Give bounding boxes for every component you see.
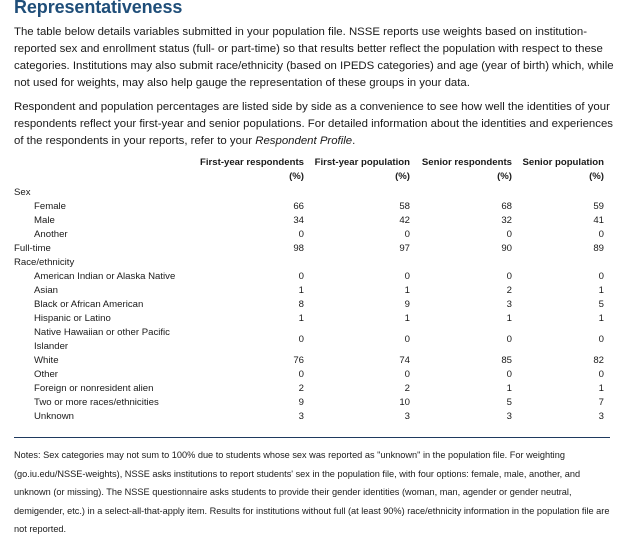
table-cell: 7	[598, 397, 604, 408]
table-cell: 32	[501, 215, 512, 226]
table-cell: 82	[593, 355, 604, 366]
divider	[14, 437, 610, 438]
table-cell: 0	[298, 334, 304, 345]
table-cell: 0	[506, 334, 512, 345]
table-cell: 10	[399, 397, 410, 408]
table-row	[14, 242, 610, 256]
table-row	[14, 228, 610, 242]
table-row	[14, 396, 610, 410]
table-cell: 58	[399, 201, 410, 212]
table-cell: 1	[404, 285, 410, 296]
header-unit: (%)	[395, 171, 410, 182]
table-cell: 41	[593, 215, 604, 226]
row-label: Unknown	[34, 411, 74, 422]
table-cell: 90	[501, 243, 512, 254]
respondent-profile-reference: Respondent Profile	[255, 135, 353, 147]
header-label: Senior population	[522, 157, 604, 168]
table-cell: 76	[293, 355, 304, 366]
header-unit: (%)	[289, 171, 304, 182]
row-label: American Indian or Alaska Native	[34, 271, 176, 282]
table-cell: 42	[399, 215, 410, 226]
table-cell: 0	[298, 229, 304, 240]
table-cell: 0	[506, 271, 512, 282]
table-row	[14, 284, 610, 298]
row-label: Female	[34, 201, 66, 212]
table-row	[14, 214, 610, 228]
table-row	[14, 312, 610, 326]
table-cell: 0	[598, 229, 604, 240]
header-label: Senior respondents	[421, 157, 512, 168]
table-cell: 3	[598, 411, 604, 422]
table-cell: 0	[404, 229, 410, 240]
table-cell: 74	[399, 355, 410, 366]
table-cell: 9	[404, 299, 410, 310]
row-label: Foreign or nonresident alien	[34, 383, 154, 394]
table-row	[14, 256, 610, 270]
row-label: Male	[34, 215, 55, 226]
table-cell: 2	[298, 383, 304, 394]
table-cell: 1	[298, 285, 304, 296]
table-cell: 34	[293, 215, 304, 226]
table-row	[14, 368, 610, 382]
table-cell: 5	[506, 397, 512, 408]
header-first-year-population	[304, 156, 410, 184]
table-row	[14, 382, 610, 396]
table-cell: 3	[506, 299, 512, 310]
table-cell: 3	[404, 411, 410, 422]
notes: Notes: Sex categories may not sum to 100% due to students whose sex was reported as "unknown" in the population file. For weighting (go.iu.edu/NSSE-weights), NSSE asks institutions to report students' sex in the population file, with four options: female, male, another, and unknown (or missing). The NSSE questionnaire asks students to provide their gender identities (woman, man, agender or gender neutral, demigender, etc.) in a select-all-that-apply item. Results for institutions without full (at least 90%) race/ethnicity information in the population file are not reported.	[14, 450, 610, 534]
page-title: Representativeness	[14, 0, 183, 17]
table-cell: 0	[298, 271, 304, 282]
table-cell: 85	[501, 355, 512, 366]
table-cell: 1	[598, 313, 604, 324]
row-label: Black or African American	[34, 299, 144, 310]
table-cell: 0	[598, 369, 604, 380]
table-cell: 1	[598, 285, 604, 296]
row-label: Another	[34, 229, 68, 240]
table-row	[14, 298, 610, 312]
table-cell: 1	[506, 383, 512, 394]
table-cell: 59	[593, 201, 604, 212]
table-row	[14, 354, 610, 368]
table-cell: 0	[404, 334, 410, 345]
table-cell: 9	[298, 397, 304, 408]
row-label: Hispanic or Latino	[34, 313, 111, 324]
row-label: Full-time	[14, 243, 51, 254]
header-senior-respondents	[410, 156, 512, 184]
table-cell: 2	[404, 383, 410, 394]
table-cell: 8	[298, 299, 304, 310]
table-cell: 1	[598, 383, 604, 394]
table-cell: 68	[501, 201, 512, 212]
row-label-continued: Islander	[34, 341, 69, 352]
table-cell: 2	[506, 285, 512, 296]
table-cell: 1	[404, 313, 410, 324]
row-label: Sex	[14, 187, 31, 198]
table-row	[14, 200, 610, 214]
header-unit: (%)	[589, 171, 604, 182]
table-cell: 97	[399, 243, 410, 254]
comparison-paragraph-end: .	[352, 135, 356, 147]
table-cell: 98	[293, 243, 304, 254]
table-cell: 3	[298, 411, 304, 422]
row-label: White	[34, 355, 59, 366]
table-row	[14, 410, 610, 424]
table-cell: 89	[593, 243, 604, 254]
table-cell: 5	[598, 299, 604, 310]
header-label: First-year population	[314, 157, 410, 168]
header-first-year-respondents	[198, 156, 304, 184]
comparison-paragraph	[14, 99, 614, 150]
intro-paragraph: The table below details variables submitted in your population file. NSSE reports use weights based on institution-reported sex and enrollment status (full- or part-time) so that results better reflect the population with respect to these categories. Institutions may also submit race/ethnicity (based on IPEDS categories) and age (year of birth) which, while not used for weights, may also help gauge the representation of these groups in your data.	[14, 26, 614, 89]
table-cell: 66	[293, 201, 304, 212]
table-cell: 0	[506, 369, 512, 380]
header-senior-population	[512, 156, 604, 184]
table-cell: 0	[404, 369, 410, 380]
table-row	[14, 326, 610, 354]
table-cell: 1	[506, 313, 512, 324]
row-label: Race/ethnicity	[14, 257, 75, 268]
table-cell: 0	[598, 271, 604, 282]
row-label: Two or more races/ethnicities	[34, 397, 159, 408]
header-label: First-year respondents	[200, 157, 304, 168]
table-row	[14, 270, 610, 284]
table-row	[14, 186, 610, 200]
table-cell: 0	[598, 334, 604, 345]
table-cell: 0	[404, 271, 410, 282]
row-label: Asian	[34, 285, 58, 296]
row-label: Other	[34, 369, 58, 380]
row-label: Native Hawaiian or other Pacific	[34, 327, 170, 338]
table-cell: 1	[298, 313, 304, 324]
comparison-paragraph-text: Respondent and population percentages are listed side by side as a convenience to see how well the identities of your respondents reflect your first-year and senior populations. For detailed information about the identities and experiences of the respondents in your reports, refer to your	[14, 101, 613, 147]
table-cell: 0	[506, 229, 512, 240]
table-cell: 3	[506, 411, 512, 422]
table-cell: 0	[298, 369, 304, 380]
header-unit: (%)	[497, 171, 512, 182]
